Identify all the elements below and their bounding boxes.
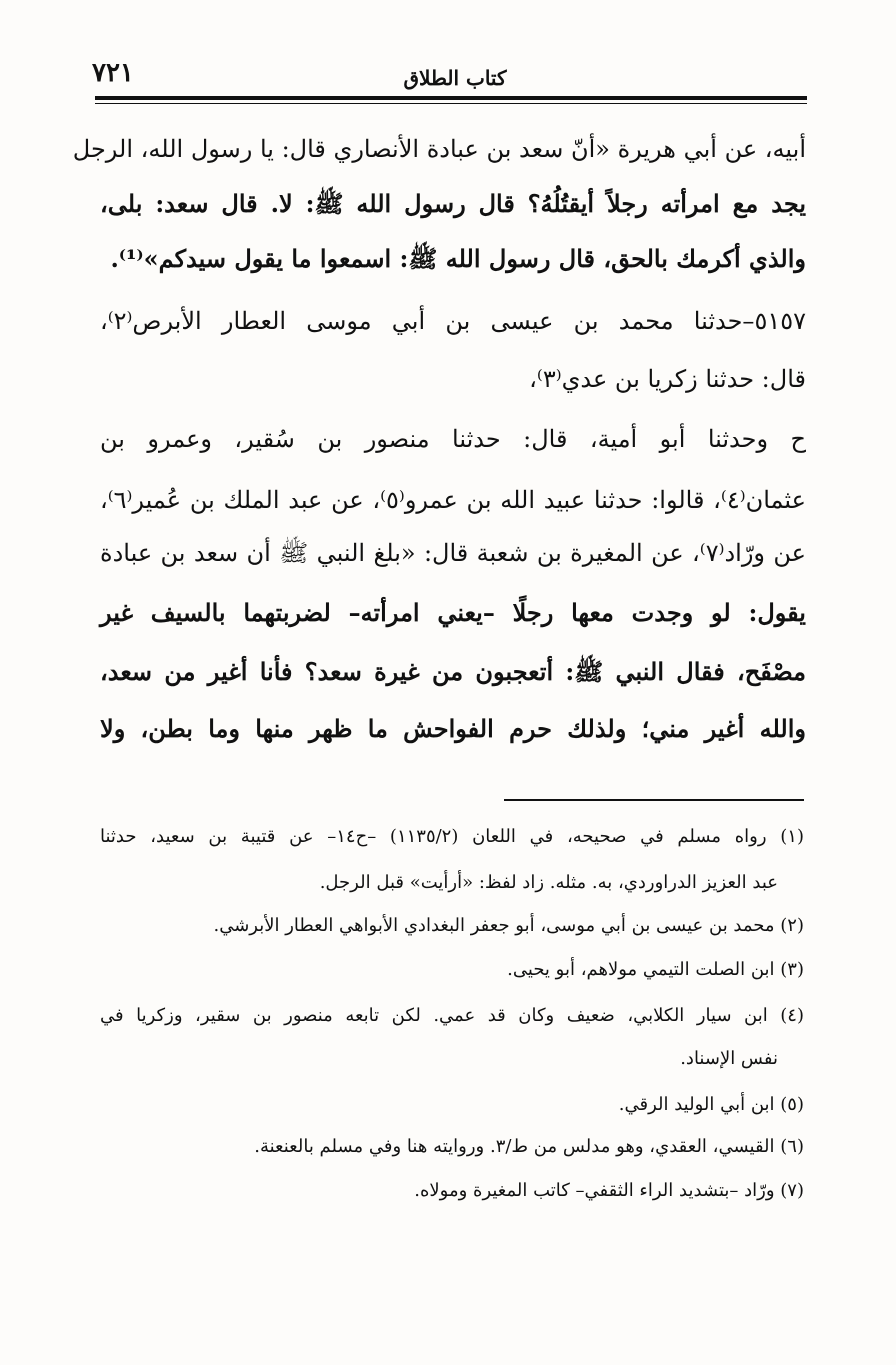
footnote: (١) رواه مسلم في صحيحه، في اللعان (١١٣٥/٢) –ح١٤– عن قتيبة بن سعيد، حدثنا (100, 826, 804, 847)
header-rule-thin (95, 103, 807, 104)
footnote: (٤) ابن سيار الكلابي، ضعيف وكان قد عمي. لكن تابعه منصور بن سقير، وزكريا في (100, 1005, 804, 1026)
footnote: (٢) محمد بن عيسى بن أبي موسى، أبو جعفر البغدادي الأبواهي العطار الأبرشي. (213, 915, 804, 936)
footnote-separator (504, 799, 804, 801)
footnote-continuation: نفس الإسناد. (680, 1048, 778, 1069)
footnote: (٥) ابن أبي الوليد الرقي. (618, 1094, 804, 1115)
text-line: مصْفَح، فقال النبي ﷺ: أتعجبون من غيرة سعد؟ فأنا أغير من سعد، (100, 657, 806, 686)
footnote: (٦) القيسي، العقدي، وهو مدلس من ط/٣. وروايته هنا وفي مسلم بالعنعنة. (254, 1136, 804, 1157)
text-line: ح وحدثنا أبو أمية، قال: حدثنا منصور بن سُقير، وعمرو بن (100, 425, 806, 453)
footnote-continuation: عبد العزيز الدراوردي، به. مثله. زاد لفظ: «أرأيت» قبل الرجل. (319, 872, 778, 893)
footnote: (٣) ابن الصلت التيمي مولاهم، أبو يحيى. (507, 959, 804, 980)
running-title: كتاب الطلاق (403, 66, 507, 90)
page-number: ٧٢١ (92, 58, 134, 88)
text-line: قال: حدثنا زكريا بن عدي⁽٣⁾، (529, 365, 806, 393)
text-line: أبيه، عن أبي هريرة «أنّ سعد بن عبادة الأنصاري قال: يا رسول الله، الرجل (72, 135, 806, 163)
text-line: يقول: لو وجدت معها رجلًا –يعني امرأته– لضربتهما بالسيف غير (100, 598, 806, 627)
text-line: والذي أكرمك بالحق، قال رسول الله ﷺ: اسمعوا ما يقول سيدكم»⁽¹⁾. (110, 244, 806, 273)
header-rule (95, 96, 807, 100)
text-line: والله أغير مني؛ ولذلك حرم الفواحش ما ظهر منها وما بطن، ولا (100, 714, 806, 743)
text-line: عن ورّاد⁽٧⁾، عن المغيرة بن شعبة قال: «بلغ النبي ﷺ أن سعد بن عبادة (100, 539, 807, 567)
footnote: (٧) ورّاد –بتشديد الراء الثقفي– كاتب المغيرة ومولاه. (414, 1180, 804, 1201)
text-line: يجد مع امرأته رجلاً أيقتُلُهُ؟ قال رسول الله ﷺ: لا. قال سعد: بلى، (100, 189, 806, 218)
text-line: ٥١٥٧–حدثنا محمد بن عيسى بن أبي موسى العطار الأبرص⁽٢⁾، (100, 307, 806, 335)
text-line: عثمان⁽٤⁾، قالوا: حدثنا عبيد الله بن عمرو⁽٥⁾، عن عبد الملك بن عُمير⁽٦⁾، (100, 486, 806, 514)
